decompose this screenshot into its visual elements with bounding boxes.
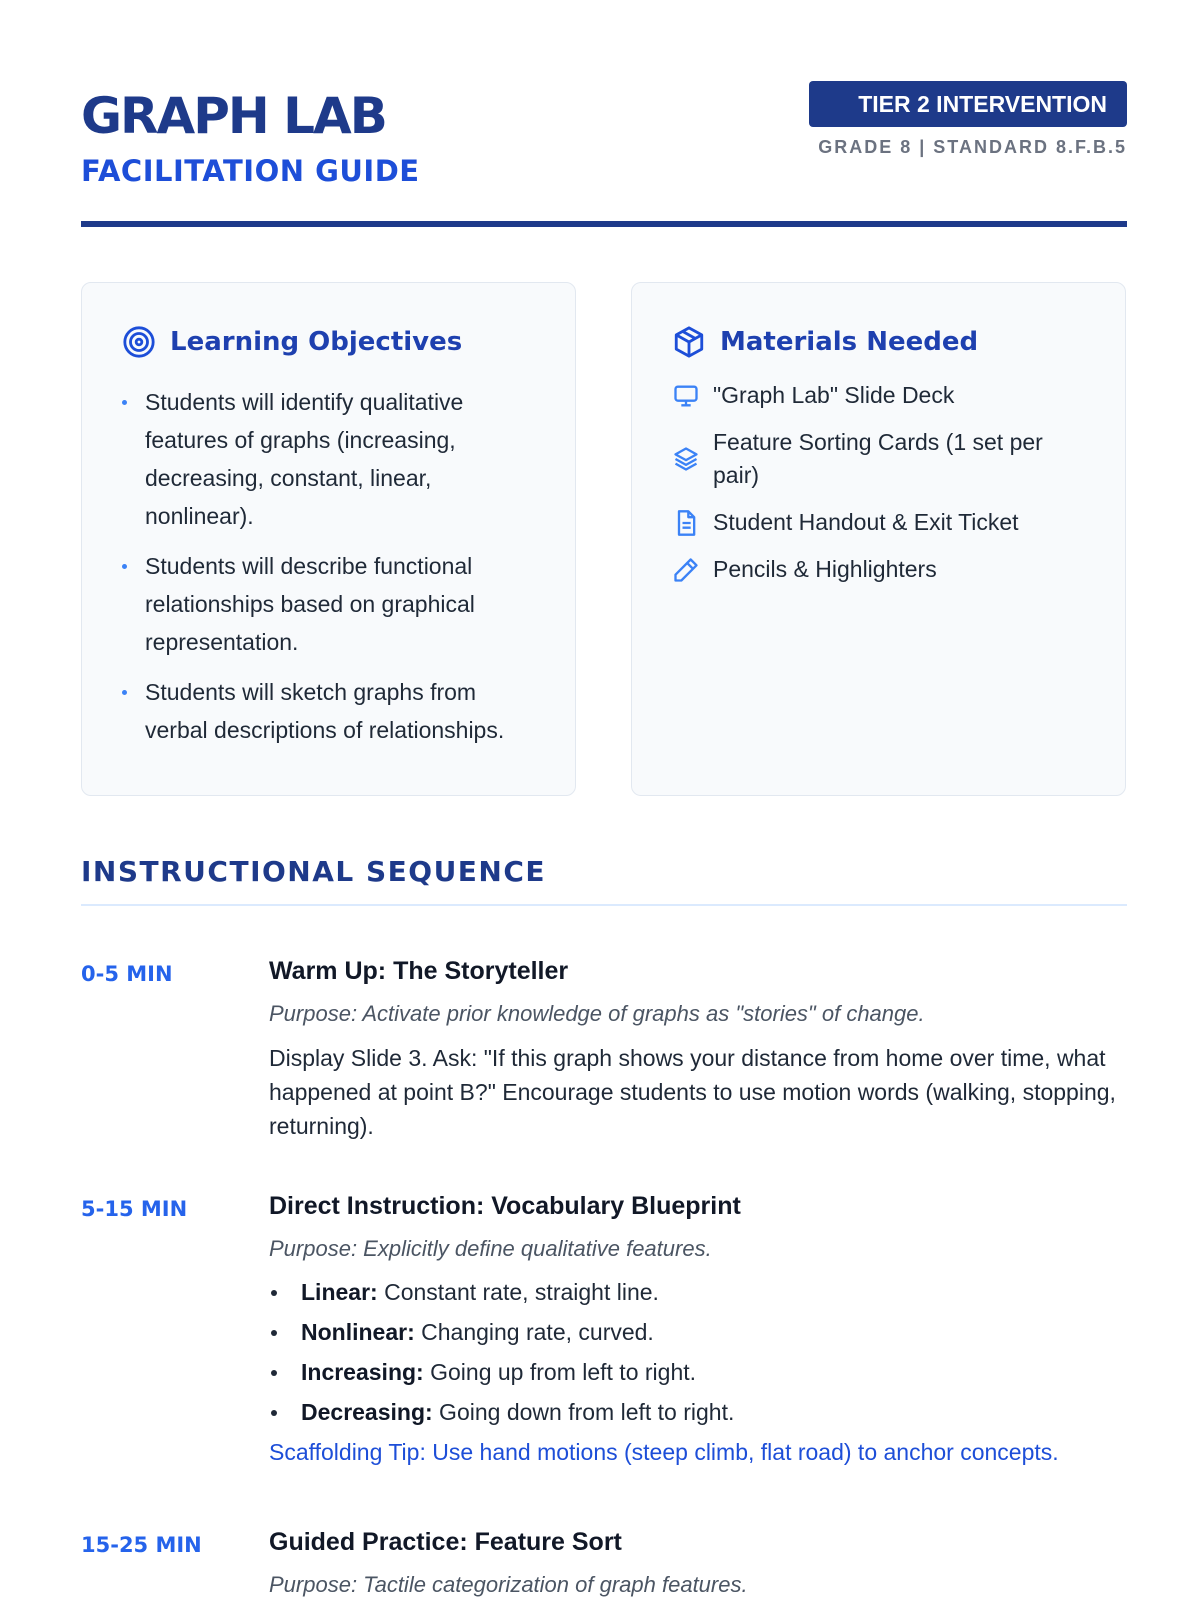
materials-list bbox=[672, 379, 1092, 600]
step-body bbox=[269, 1190, 1127, 1468]
objective-text: Students will describe functional relationships based on graphical representation. bbox=[145, 553, 475, 655]
vocab-definition: Constant rate, straight line. bbox=[377, 1279, 659, 1305]
target-icon bbox=[122, 325, 156, 359]
bullet-icon bbox=[122, 400, 127, 405]
vocab-definition: Changing rate, curved. bbox=[414, 1319, 654, 1345]
materials-needed-title: Materials Needed bbox=[720, 327, 979, 357]
step-purpose: Purpose: Activate prior knowledge of graphs as "stories" of change. bbox=[269, 1001, 925, 1026]
learning-objectives-title: Learning Objectives bbox=[170, 327, 463, 357]
step-title: Warm Up: The Storyteller bbox=[269, 957, 569, 985]
list-item bbox=[122, 383, 542, 535]
step-title: Guided Practice: Feature Sort bbox=[269, 1528, 622, 1556]
header-divider bbox=[81, 221, 1127, 227]
list-item bbox=[122, 673, 542, 749]
list-item bbox=[672, 506, 1092, 539]
layers-icon bbox=[672, 445, 700, 473]
material-label: Feature Sorting Cards (1 set per pair) bbox=[713, 429, 1043, 488]
material-label: "Graph Lab" Slide Deck bbox=[713, 382, 955, 408]
vocab-definition: Going up from left to right. bbox=[423, 1359, 697, 1385]
list-item bbox=[269, 1276, 1127, 1308]
list-item bbox=[269, 1356, 1127, 1388]
vocabulary-list bbox=[269, 1276, 1127, 1428]
materials-needed-header bbox=[672, 325, 978, 359]
objective-text: Students will sketch graphs from verbal descriptions of relationships. bbox=[145, 679, 505, 743]
vocab-definition: Going down from left to right. bbox=[432, 1399, 735, 1425]
page-subtitle: FACILITATION GUIDE bbox=[81, 154, 420, 188]
document-icon bbox=[672, 509, 700, 537]
vocab-term: Increasing: bbox=[301, 1359, 424, 1385]
learning-objectives-card bbox=[81, 282, 576, 796]
objective-text: Students will identify qualitative features of graphs (increasing, decreasing, constant, linear, nonlinear). bbox=[145, 389, 464, 529]
material-label: Student Handout & Exit Ticket bbox=[713, 509, 1019, 535]
pencil-icon bbox=[672, 556, 700, 584]
vocab-term: Linear: bbox=[301, 1279, 378, 1305]
section-title: INSTRUCTIONAL SEQUENCE bbox=[81, 855, 547, 888]
objectives-list bbox=[122, 383, 542, 761]
guide-header bbox=[81, 0, 1127, 230]
material-label: Pencils & Highlighters bbox=[713, 556, 937, 582]
step-body bbox=[269, 955, 1127, 1143]
step-description: Display Slide 3. Ask: "If this graph shows your distance from home over time, what happened at point B?" Encourage students to use motion words (walking, stopping, returning). bbox=[269, 1045, 1116, 1139]
materials-needed-card bbox=[631, 282, 1126, 796]
step-time: 0-5 MIN bbox=[81, 962, 173, 986]
step-time: 15-25 MIN bbox=[81, 1533, 202, 1557]
step-body bbox=[269, 1526, 1127, 1600]
list-item bbox=[269, 1396, 1127, 1428]
list-item bbox=[672, 553, 1092, 586]
list-item bbox=[122, 547, 542, 661]
monitor-icon bbox=[672, 382, 700, 410]
box-icon bbox=[672, 325, 706, 359]
facilitation-guide-page bbox=[81, 0, 1127, 1600]
vocab-term: Nonlinear: bbox=[301, 1319, 415, 1345]
bullet-icon bbox=[122, 564, 127, 569]
step-purpose: Purpose: Explicitly define qualitative features. bbox=[269, 1236, 712, 1261]
step-title: Direct Instruction: Vocabulary Blueprint bbox=[269, 1192, 741, 1220]
tier-badge: TIER 2 INTERVENTION bbox=[809, 81, 1127, 127]
step-purpose: Purpose: Tactile categorization of graph features. bbox=[269, 1572, 748, 1597]
page-title: GRAPH LAB bbox=[81, 87, 386, 145]
section-divider bbox=[81, 904, 1127, 906]
bullet-icon bbox=[122, 690, 127, 695]
grade-standard-label: GRADE 8 | STANDARD 8.F.B.5 bbox=[818, 137, 1127, 157]
list-item bbox=[672, 426, 1092, 492]
vocab-term: Decreasing: bbox=[301, 1399, 433, 1425]
step-time: 5-15 MIN bbox=[81, 1197, 188, 1221]
learning-objectives-header bbox=[122, 325, 462, 359]
list-item bbox=[672, 379, 1092, 412]
scaffolding-tip: Scaffolding Tip: Use hand motions (steep climb, flat road) to anchor concepts. bbox=[269, 1439, 1059, 1465]
list-item bbox=[269, 1316, 1127, 1348]
